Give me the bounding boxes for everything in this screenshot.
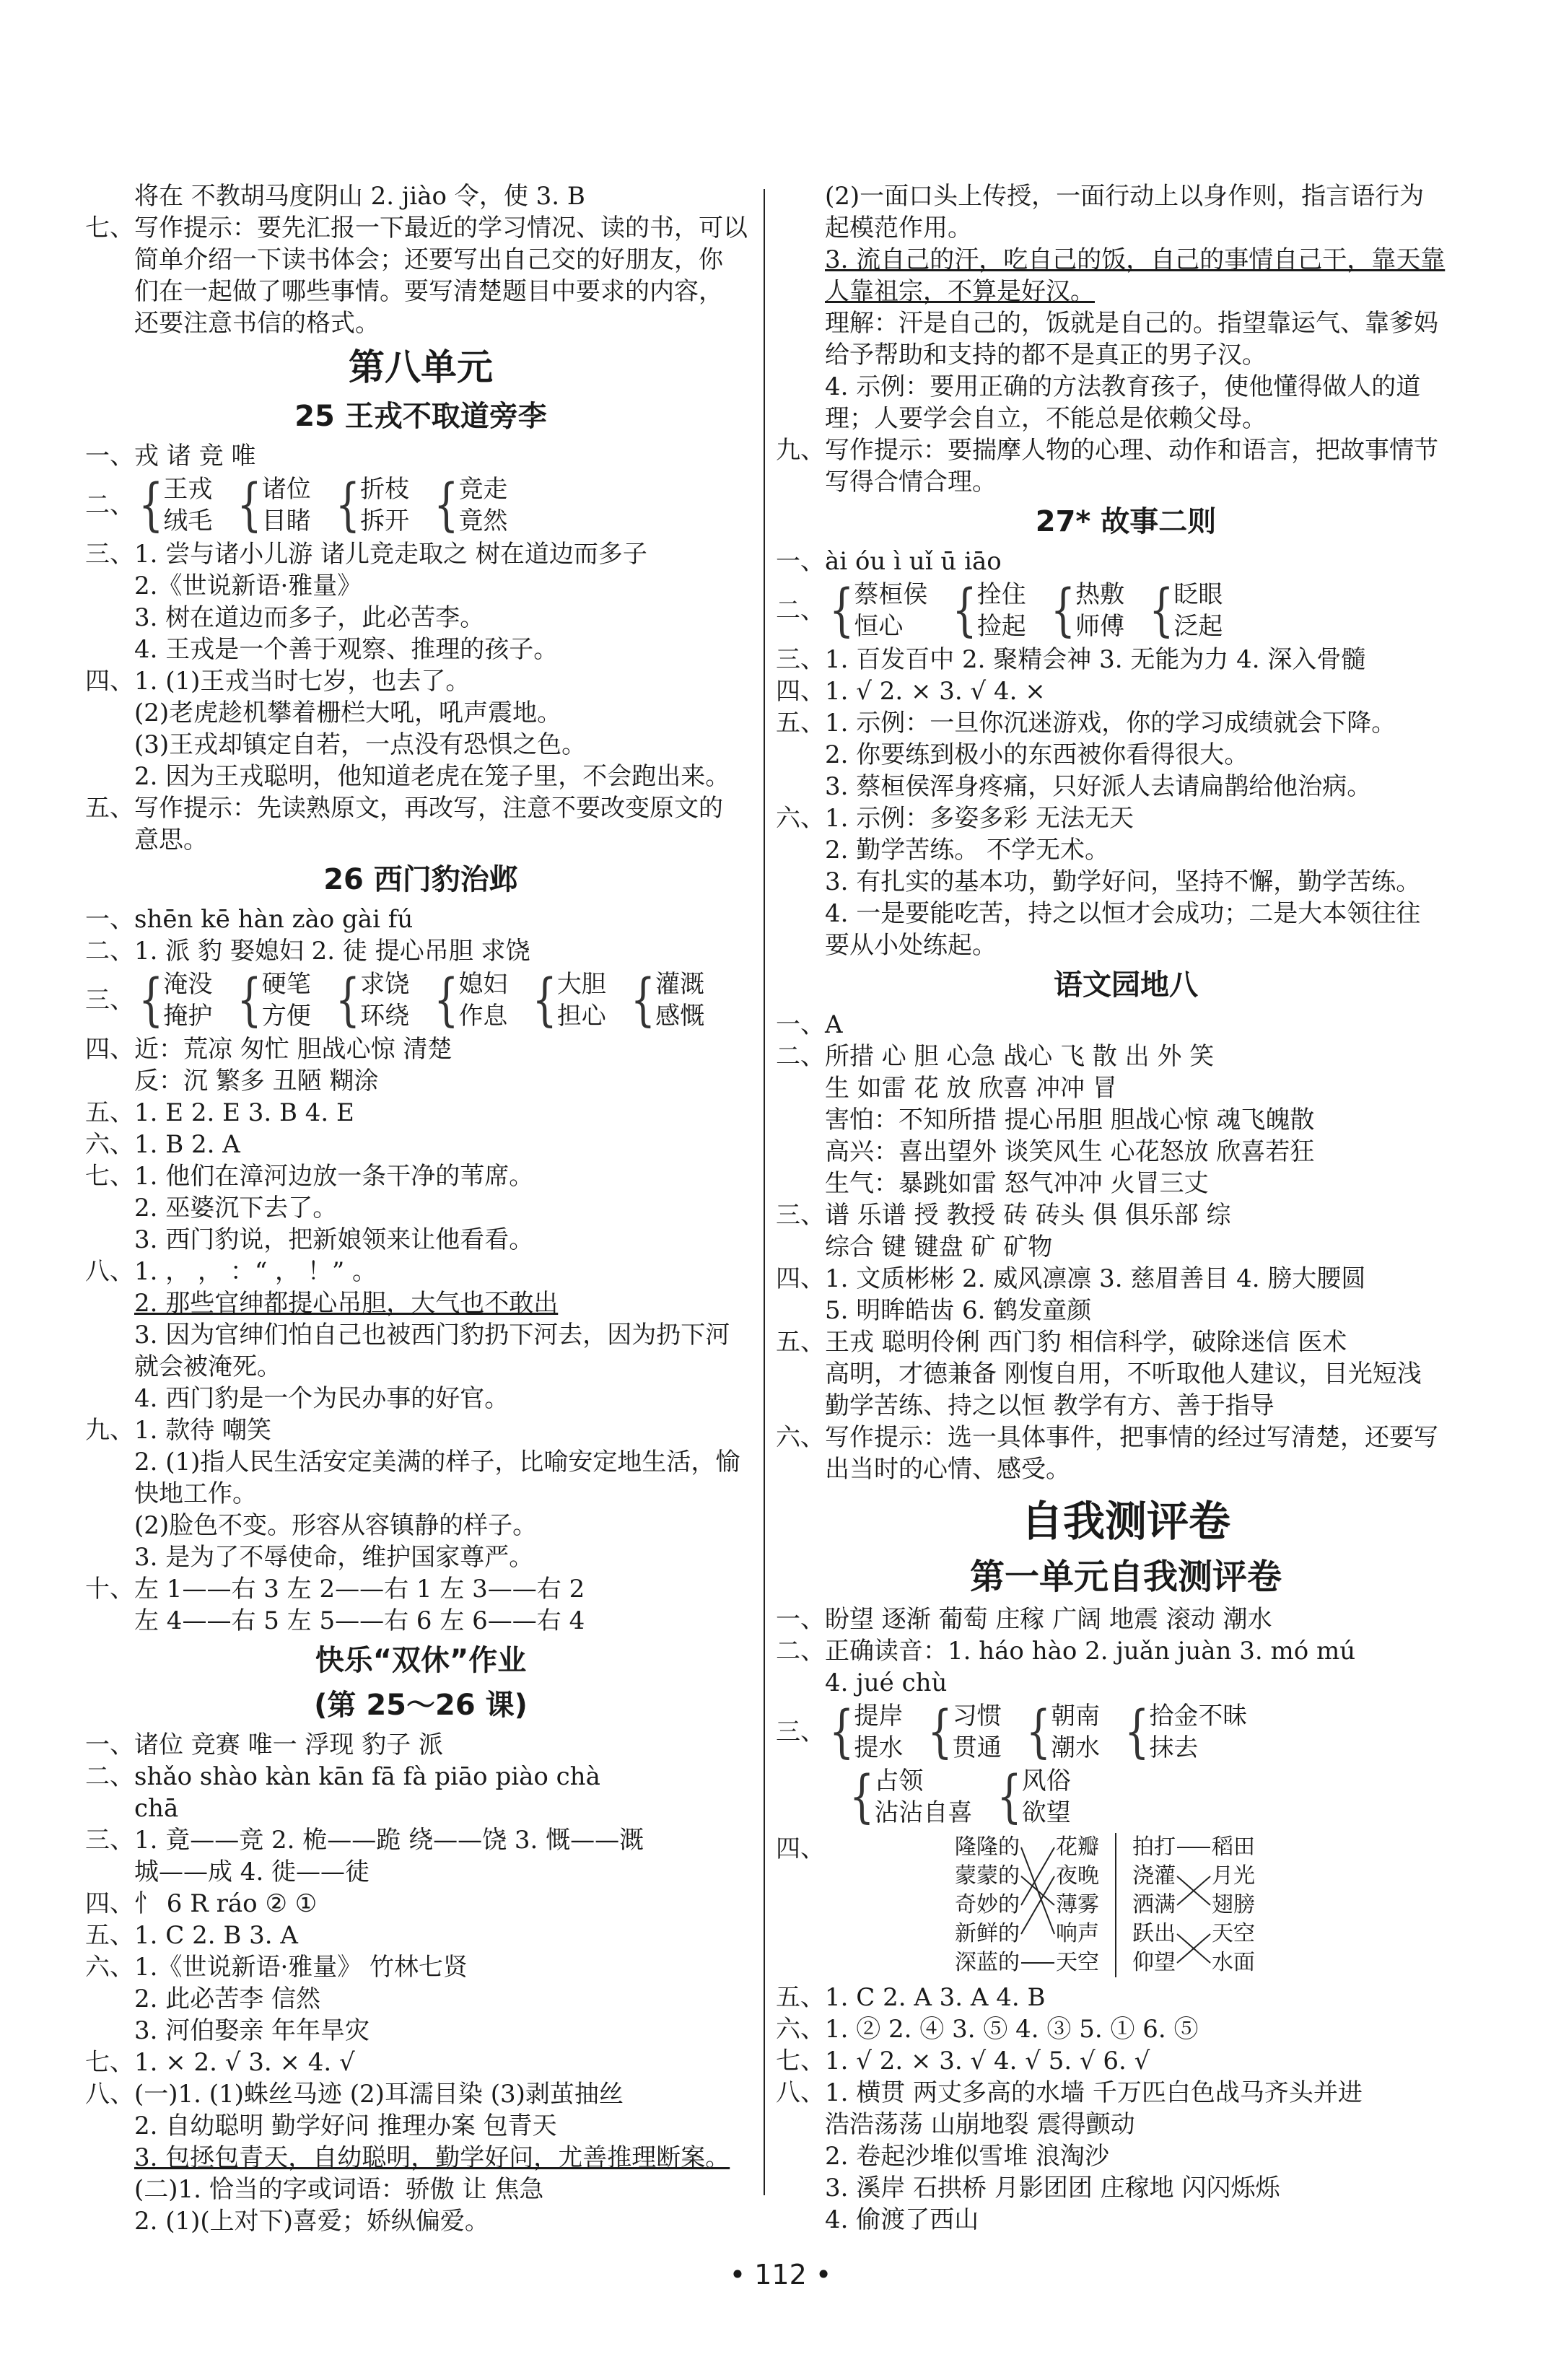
matching-exercise <box>776 1833 1476 1977</box>
word-pair <box>458 968 507 1032</box>
match-word: 跃出 <box>1132 1921 1176 1946</box>
match-word: 翅膀 <box>1212 1892 1255 1917</box>
matching-group-2 <box>1132 1833 1255 1977</box>
answer-line: 简单介绍一下读书体会；还要写出自己交的好朋友，你 <box>134 245 723 274</box>
lesson26-answers-a <box>85 904 756 967</box>
brace-symbol <box>336 968 360 1032</box>
word-pair <box>953 1700 1002 1764</box>
pair-word: 诸位 <box>261 475 311 504</box>
pair-word: 大胆 <box>556 970 606 999</box>
answer-line: 浩浩荡荡 山崩地裂 震得颤动 <box>825 2110 1135 2139</box>
continued-answers <box>85 180 756 339</box>
answer-line: 生气：暴跳如雷 怒气冲冲 火冒三丈 <box>825 1169 1209 1198</box>
answer-line: (3)王戎却镇定自若，一点没有恐惧之色。 <box>134 730 587 759</box>
lesson25-title: 25 王戎不取道旁李 <box>294 400 547 433</box>
answer-line: 三、1. 尝与诸小儿游 诸儿竞走取之 树在道边而多子 <box>85 540 647 569</box>
word-pair <box>360 968 409 1032</box>
answer-line: 一、盼望 逐渐 葡萄 庄稼 广阔 地震 滚动 潮水 <box>776 1605 1272 1634</box>
word-pair <box>262 473 311 537</box>
brace-symbol <box>829 579 854 642</box>
answer-line <box>776 276 1476 307</box>
weekend-homework-subtitle: (第 25～26 课) <box>314 1689 528 1722</box>
pair-word: 风俗 <box>1021 1767 1071 1795</box>
answer-line: 就会被淹死。 <box>134 1352 281 1381</box>
answer-line: 给予帮助和支持的都不是真正的男子汉。 <box>825 341 1267 369</box>
answer-line <box>85 2142 756 2174</box>
answer-line: 勤学苦练、持之以恒 教学有方、善于指导 <box>825 1391 1274 1420</box>
pair-word: 潮水 <box>1051 1733 1101 1762</box>
answer-line: 城——成 4. 徙——徒 <box>134 1858 370 1886</box>
answer-line: 六、1. B 2. A <box>85 1130 240 1159</box>
answer-line: 二、shǎo shào kàn kān fā fà piāo piào chà <box>85 1762 600 1791</box>
word-pair <box>458 473 507 537</box>
word-pair <box>874 1765 972 1829</box>
brace-symbol <box>997 1765 1021 1829</box>
answer-line: 四、1. 文质彬彬 2. 威风凛凛 3. 慈眉善目 4. 膀大腰圆 <box>776 1264 1366 1293</box>
pair-word: 王戎 <box>163 475 213 504</box>
match-word: 深蓝的 <box>955 1950 1020 1975</box>
answer-line: 二、1. 派 豹 娶媳妇 2. 徒 提心吊胆 求饶 <box>85 937 530 966</box>
answer-line: (2)脸色不变。形容从容镇静的样子。 <box>134 1511 538 1540</box>
brace-symbol <box>1149 579 1173 642</box>
answer-line: 十、左 1——右 3 左 2——右 1 左 3——右 2 <box>85 1575 585 1604</box>
answer-line: 二、正确读音：1. háo hào 2. juǎn juàn 3. mó mú <box>776 1637 1356 1666</box>
brace-symbol <box>237 473 261 537</box>
pair-word: 眨眼 <box>1173 580 1223 609</box>
answer-line: 2. 卷起沙堆似雪堆 浪淘沙 <box>825 2142 1110 2171</box>
answer-line: 高明，才德兼备 刚愎自用，不听取他人建议，目光短浅 <box>825 1360 1422 1388</box>
match-word: 稻田 <box>1212 1834 1255 1860</box>
question-label: 三、 <box>776 1718 825 1746</box>
pair-word: 求饶 <box>360 970 410 999</box>
answer-line: 3. 河伯娶亲 年年旱灾 <box>134 2016 370 2045</box>
question-label <box>810 1765 845 1829</box>
brace-symbol <box>532 968 556 1032</box>
answer-line: 4. 西门豹是一个为民办事的好官。 <box>134 1384 510 1413</box>
lesson27-q2-pairs <box>776 579 1476 642</box>
word-pair <box>163 968 212 1032</box>
answer-line: 八、1. ， ， ：“ ， ！” 。 <box>85 1257 377 1286</box>
match-right-words <box>1056 1833 1099 1977</box>
lesson26-title: 26 西门豹治邺 <box>323 863 518 896</box>
garden8-answers <box>776 1009 1476 1485</box>
answer-line: 们在一起做了哪些事情。要写清楚题目中要求的内容， <box>134 277 723 306</box>
pair-word: 蔡桓侯 <box>854 580 928 609</box>
answer-line: 4. 示例：要用正确的方法教育孩子，使他懂得做人的道 <box>825 372 1421 401</box>
pair-word: 灌溉 <box>655 970 705 999</box>
continued-answers-right <box>776 180 1476 498</box>
left-column <box>85 180 756 2237</box>
answer-line: 五、写作提示：先读熟原文，再改写，注意不要改变原文的 <box>85 794 723 823</box>
pair-word: 担心 <box>556 1002 606 1031</box>
matching-separator <box>1115 1833 1116 1977</box>
underlined-text: 3. 包拯包青天，自幼聪明，勤学好问，尤善推理断案。 <box>134 2143 730 2172</box>
word-pair <box>854 1700 903 1764</box>
answer-line: 五、王戎 聪明伶俐 西门豹 相信科学，破除迷信 医术 <box>776 1328 1347 1357</box>
brace-symbol <box>237 968 261 1032</box>
lesson25-q2-pairs <box>85 473 756 537</box>
unit1-test-title: 第一单元自我测评卷 <box>969 1557 1282 1597</box>
underlined-text: 2. 那些官绅都提心吊胆，大气也不敢出 <box>134 1289 559 1318</box>
answer-line: 七、1. × 2. √ 3. × 4. √ <box>85 2048 355 2077</box>
weekend-homework-title: 快乐“双休”作业 <box>315 1644 527 1677</box>
word-pair <box>1075 579 1124 642</box>
unit1-q3-pairs-b <box>776 1765 1476 1829</box>
answer-line: 五、1. E 2. E 3. B 4. E <box>85 1098 354 1127</box>
word-pair <box>1149 1700 1247 1764</box>
pair-word: 方便 <box>261 1002 311 1031</box>
answer-line: 九、写作提示：要揣摩人物的心理、动作和语言，把故事情节 <box>776 436 1438 465</box>
word-pair <box>557 968 606 1032</box>
answer-line: 5. 明眸皓齿 6. 鹤发童颜 <box>825 1296 1092 1325</box>
match-word: 水面 <box>1212 1950 1255 1975</box>
lesson25-q1: 一、戎 诸 竞 唯 <box>85 442 256 471</box>
answer-line: 4. 偷渡了西山 <box>825 2205 979 2234</box>
answer-line: 五、1. C 2. A 3. A 4. B <box>776 1983 1046 2012</box>
answer-line <box>776 244 1476 276</box>
match-word: 月光 <box>1212 1863 1255 1889</box>
pair-word: 朝南 <box>1051 1702 1101 1731</box>
word-pair <box>1051 1700 1100 1764</box>
unit1-test-answers <box>776 1982 1476 2236</box>
answer-line: 一、shēn kē hàn zào gài fú <box>85 905 414 934</box>
answer-line: 五、1. 示例：一旦你沉迷游戏，你的学习成绩就会下降。 <box>776 709 1396 738</box>
answer-line: 理；人要学会自立，不能总是依赖父母。 <box>825 404 1267 433</box>
answer-line: 2. 自幼聪明 勤学好问 推理办案 包青天 <box>134 2112 557 2140</box>
answer-line <box>85 1287 756 1319</box>
answer-line: 六、1. 示例：多姿多彩 无法无天 <box>776 804 1134 833</box>
answer-line: 4. 一是要能吃苦，持之以恒才会成功；二是大本领往往 <box>825 899 1421 928</box>
answer-line: 意思。 <box>134 826 208 854</box>
pair-word: 掩护 <box>163 1002 213 1031</box>
unit1-q3-pairs <box>776 1700 1476 1764</box>
match-word: 浇灌 <box>1132 1863 1176 1889</box>
answer-line: 四、1. (1)王戎当时七岁，也去了。 <box>85 667 471 696</box>
answer-line: 三、1. 百发百中 2. 聚精会神 3. 无能为力 4. 深入骨髓 <box>776 645 1366 674</box>
word-pair <box>360 473 409 537</box>
word-pair <box>977 579 1026 642</box>
answer-line: 2. 勤学苦练。 不学无术。 <box>825 836 1110 865</box>
pair-word: 捡起 <box>976 612 1026 641</box>
question-label: 二、 <box>776 596 825 625</box>
pair-word: 绒毛 <box>163 507 213 535</box>
brace-symbol <box>1124 1700 1149 1764</box>
brace-symbol <box>139 473 163 537</box>
garden8-title: 语文园地八 <box>1054 968 1198 1002</box>
answer-line: 4. 王戎是一个善于观察、推理的孩子。 <box>134 635 559 664</box>
answer-line: 一、A <box>776 1010 843 1039</box>
lesson25-answers <box>85 538 756 856</box>
word-pair <box>655 968 704 1032</box>
match-right-words-2 <box>1212 1833 1255 1977</box>
match-left-words <box>955 1833 1020 1977</box>
answer-line: 2.《世说新语·雅量》 <box>134 572 362 600</box>
word-pair <box>1173 579 1223 642</box>
unit1-test-answers-a <box>776 1604 1476 1699</box>
answer-line: 2. (1)(上对下)喜爱；娇纵偏爱。 <box>134 2207 489 2236</box>
matching-lines-1 <box>1020 1833 1056 1977</box>
match-word: 奇妙的 <box>955 1892 1020 1917</box>
answer-line: 3. 树在道边而多子，此必苦李。 <box>134 603 485 632</box>
answer-line: 2. 此必苦李 信然 <box>134 1985 321 2013</box>
pair-word: 竟然 <box>458 507 508 535</box>
answer-line: 3. 是为了不辱使命，维护国家尊严。 <box>134 1543 534 1572</box>
matching-lines-2 <box>1176 1833 1212 1977</box>
answer-line: 八、1. 横贯 两丈多高的水墙 千万匹白色战马齐头并进 <box>776 2078 1363 2107</box>
brace-symbol <box>1051 579 1075 642</box>
underlined-text: 3. 流自己的汗，吃自己的饭，自己的事情自己干，靠天靠 <box>825 245 1446 274</box>
lesson26-q3-pairs <box>85 968 756 1032</box>
answer-line: 七、写作提示：要先汇报一下最近的学习情况、读的书，可以 <box>85 214 748 242</box>
pair-word: 师傅 <box>1075 612 1125 641</box>
answer-line: 七、1. √ 2. × 3. √ 4. √ 5. √ 6. √ <box>776 2047 1150 2075</box>
answer-line: 四、1. √ 2. × 3. √ 4. × <box>776 677 1046 706</box>
answer-line: 五、1. C 2. B 3. A <box>85 1921 298 1950</box>
matching-group-1 <box>955 1833 1099 1977</box>
right-column <box>776 180 1476 2236</box>
column-divider <box>764 189 765 2195</box>
brace-symbol <box>434 473 458 537</box>
lesson27-q1: 一、ài óu ì uǐ ū iāo <box>776 547 1002 576</box>
pair-word: 贯通 <box>952 1733 1002 1762</box>
self-test-heading: 自我测评卷 <box>1020 1497 1230 1546</box>
match-word: 隆隆的 <box>955 1834 1020 1860</box>
lesson26-answers <box>85 1033 756 1637</box>
match-word: 天空 <box>1212 1921 1255 1946</box>
matching-label: 四、 <box>776 1834 825 1863</box>
pair-word: 竞走 <box>458 475 508 504</box>
answer-line: 综合 键 键盘 矿 矿物 <box>825 1233 1053 1261</box>
brace-symbol <box>434 968 458 1032</box>
answer-line: 还要注意书信的格式。 <box>134 309 380 338</box>
answer-line: 九、1. 款待 嘲笑 <box>85 1416 272 1445</box>
match-word: 天空 <box>1056 1950 1099 1975</box>
match-word: 响声 <box>1056 1921 1099 1946</box>
word-pair <box>163 473 212 537</box>
answer-line: 要从小处练起。 <box>825 931 997 960</box>
pair-word: 拴住 <box>976 580 1026 609</box>
pair-word: 拾金不昧 <box>1149 1702 1248 1731</box>
answer-line: (二)1. 恰当的字或词语：骄傲 让 焦急 <box>134 2175 544 2204</box>
pair-word: 环绕 <box>360 1002 410 1031</box>
answer-line: 七、1. 他们在漳河边放一条干净的苇席。 <box>85 1162 534 1191</box>
question-label: 二、 <box>85 491 134 520</box>
answer-line: 六、写作提示：选一具体事件，把事情的经过写清楚，还要写 <box>776 1423 1438 1452</box>
word-pair <box>1022 1765 1071 1829</box>
answer-line: 将在 不教胡马度阴山 2. jiào 令，使 3. B <box>134 182 585 211</box>
pair-word: 抹去 <box>1149 1733 1199 1762</box>
answer-line: 3. 有扎实的基本功，勤学好问，坚持不懈，勤学苦练。 <box>825 867 1421 896</box>
answer-line: 害怕：不知所措 提心吊胆 胆战心惊 魂飞魄散 <box>825 1106 1315 1134</box>
match-word: 洒满 <box>1132 1892 1176 1917</box>
brace-symbol <box>849 1765 874 1829</box>
answer-line: 四、近：荒凉 匆忙 胆战心惊 清楚 <box>85 1035 452 1064</box>
match-word: 蒙蒙的 <box>955 1863 1020 1889</box>
pair-word: 目睹 <box>261 507 311 535</box>
brace-symbol <box>927 1700 952 1764</box>
brace-symbol <box>336 473 360 537</box>
answer-line: chā <box>134 1794 179 1823</box>
answer-line: 三、1. 竟——竞 2. 桅——跪 绕——饶 3. 慨——溉 <box>85 1826 644 1855</box>
brace-symbol <box>631 968 655 1032</box>
answer-line: 八、(一)1. (1)蛛丝马迹 (2)耳濡目染 (3)剥茧抽丝 <box>85 2080 624 2109</box>
answer-line: 反：沉 繁多 丑陋 糊涂 <box>134 1067 379 1095</box>
pair-word: 作息 <box>458 1002 508 1031</box>
match-word: 仰望 <box>1132 1950 1176 1975</box>
pair-word: 占领 <box>874 1767 924 1795</box>
answer-line: 理解：汗是自己的，饭就是自己的。指望靠运气、靠爹妈 <box>825 309 1438 338</box>
pair-word: 热敷 <box>1075 580 1125 609</box>
brace-symbol <box>952 579 976 642</box>
answer-line: 写得合情合理。 <box>825 468 997 496</box>
match-word: 新鲜的 <box>955 1921 1020 1946</box>
answer-line: 一、诸位 竞赛 唯一 浮现 豹子 派 <box>85 1731 444 1759</box>
pair-word: 沾沾自喜 <box>874 1798 973 1827</box>
answer-line: (2)一面口头上传授，一面行动上以身作则，指言语行为 <box>825 182 1425 211</box>
match-word: 薄雾 <box>1056 1892 1099 1917</box>
word-pair <box>854 579 927 642</box>
weekend-answers <box>85 1729 756 2237</box>
pair-word: 感慨 <box>655 1002 705 1031</box>
pair-word: 拆开 <box>360 507 410 535</box>
pair-word: 硬笔 <box>261 970 311 999</box>
match-left-words-2 <box>1132 1833 1176 1977</box>
answer-line: 六、1.《世说新语·雅量》 竹林七贤 <box>85 1953 468 1982</box>
pair-word: 泛起 <box>1173 612 1223 641</box>
page-number: • 112 • <box>729 2259 832 2291</box>
answer-line: 2. 巫婆沉下去了。 <box>134 1194 338 1222</box>
answer-line: 六、1. ② 2. ④ 3. ⑤ 4. ③ 5. ① 6. ⑤ <box>776 2015 1199 2044</box>
pair-word: 欲望 <box>1021 1798 1071 1827</box>
brace-symbol <box>1026 1700 1051 1764</box>
answer-line: 2. 你要练到极小的东西被你看得很大。 <box>825 740 1249 769</box>
answer-line: 二、所措 心 胆 心急 战心 飞 散 出 外 笑 <box>776 1042 1215 1071</box>
unit8-heading: 第八单元 <box>349 346 493 388</box>
answer-line: 2. (1)指人民生活安定美满的样子，比喻安定地生活，愉 <box>134 1448 740 1476</box>
answer-line: 左 4——右 5 左 5——右 6 左 6——右 4 <box>134 1606 585 1635</box>
pair-word: 提岸 <box>854 1702 904 1731</box>
answer-line: 出当时的心情、感受。 <box>825 1455 1070 1484</box>
answer-line: 3. 溪岸 石拱桥 月影团团 庄稼地 闪闪烁烁 <box>825 2174 1280 2202</box>
pair-word: 淹没 <box>163 970 213 999</box>
match-word: 拍打 <box>1132 1834 1176 1860</box>
brace-symbol <box>829 1700 854 1764</box>
pair-word: 提水 <box>854 1733 904 1762</box>
lesson27-answers <box>776 644 1476 961</box>
brace-symbol <box>139 968 163 1032</box>
answer-line: 四、⺖ 6 R ráo ② ① <box>85 1889 318 1918</box>
answer-line: 3. 蔡桓侯浑身疼痛，只好派人去请扁鹊给他治病。 <box>825 772 1372 801</box>
question-label: 三、 <box>85 986 134 1015</box>
pair-word: 习惯 <box>952 1702 1002 1731</box>
lesson27-title: 27* 故事二则 <box>1035 505 1217 538</box>
answer-line: 三、谱 乐谱 授 教授 砖 砖头 俱 俱乐部 综 <box>776 1201 1231 1230</box>
match-word: 花瓣 <box>1056 1834 1099 1860</box>
answer-line: 高兴：喜出望外 谈笑风生 心花怒放 欣喜若狂 <box>825 1137 1315 1166</box>
answer-line: 2. 因为王戎聪明，他知道老虎在笼子里，不会跑出来。 <box>134 762 730 791</box>
answer-line: 起模范作用。 <box>825 214 972 242</box>
word-pair <box>262 968 311 1032</box>
answer-line: 生 如雷 花 放 欣喜 冲冲 冒 <box>825 1074 1117 1103</box>
match-word: 夜晚 <box>1056 1863 1099 1889</box>
answer-line: 快地工作。 <box>134 1479 257 1508</box>
underlined-text: 人靠祖宗，不算是好汉。 <box>825 277 1095 306</box>
pair-word: 折枝 <box>360 475 410 504</box>
answer-line: (2)老虎趁机攀着栅栏大吼，吼声震地。 <box>134 699 562 727</box>
pair-word: 媳妇 <box>458 970 508 999</box>
answer-line: 3. 西门豹说，把新娘领来让他看看。 <box>134 1225 534 1254</box>
pair-word: 恒心 <box>854 612 904 641</box>
answer-line: 4. jué chù <box>825 1668 948 1697</box>
answer-line: 3. 因为官绅们怕自己也被西门豹扔下河去，因为扔下河 <box>134 1321 730 1349</box>
